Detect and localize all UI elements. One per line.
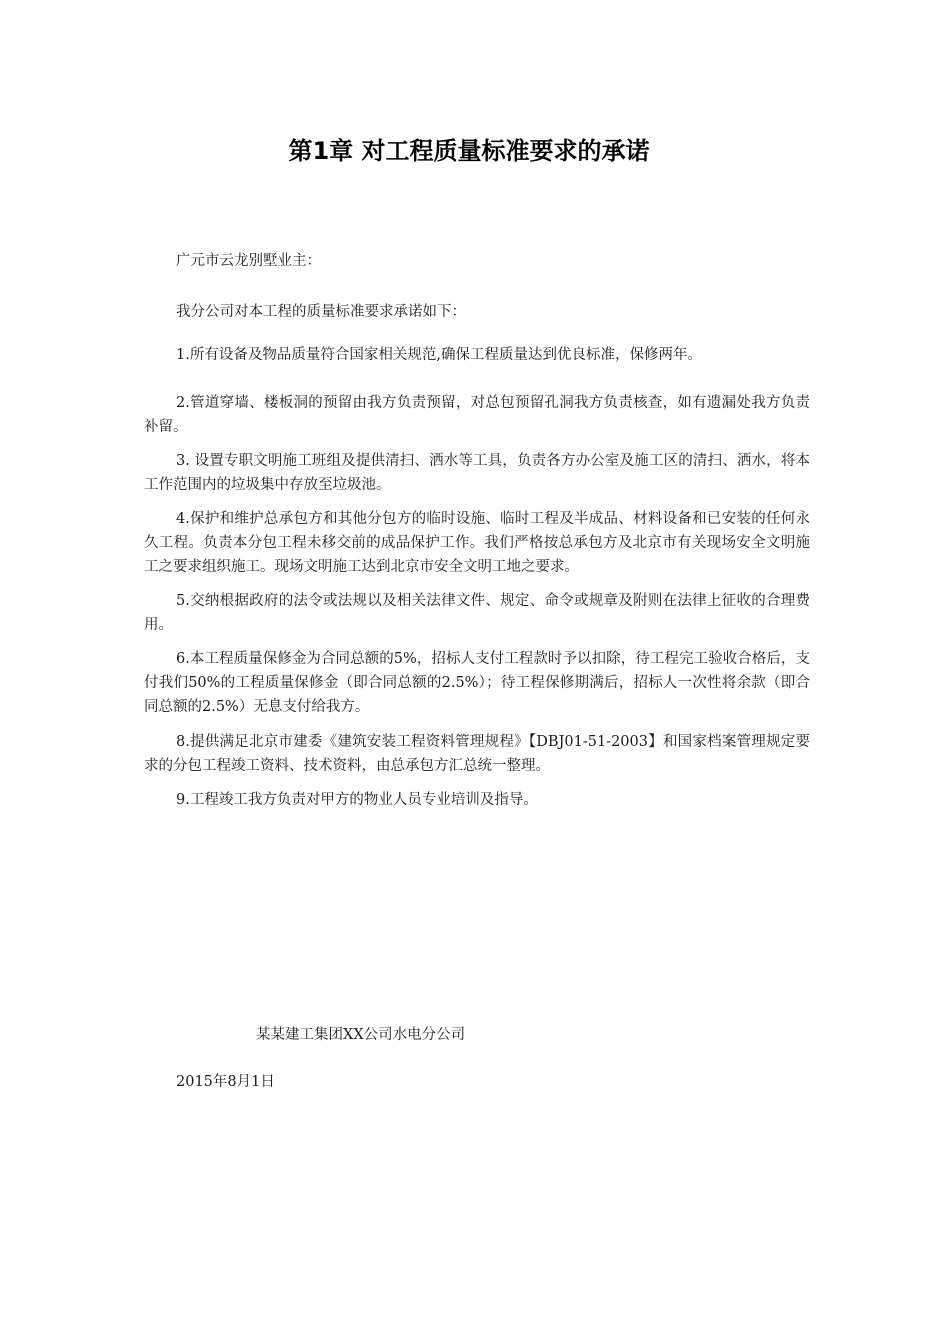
company-signature: 某某建工集团XX公司水电分公司 [256,1027,466,1043]
commitment-item-6: 6.本工程质量保修金为合同总额的5%，招标人支付工程款时予以扣除，待工程完工验收合格后，支付我们50%的工程质量保修金（即合同总额的2.5%）；待工程保修期满后，招标人一次性将余款（即合同总额的2.5%）无息支付给我方。 [144,651,810,715]
chapter-title: 第1章 对工程质量标准要求的承诺 [288,137,650,165]
commitment-item-4: 4.保护和维护总承包方和其他分包方的临时设施、临时工程及半成品、材料设备和已安装的任何永久工程。负责本分包工程未移交前的成品保护工作。我们严格按总承包方及北京市有关现场安全文明施工之要求组织施工。现场文明施工达到北京市安全文明工地之要求。 [144,511,810,575]
commitment-item-8: 8.提供满足北京市建委《建筑安装工程资料管理规程》【DBJ01-51-2003】和国家档案管理规定要求的分包工程竣工资料、技术资料，由总承包方汇总统一整理。 [144,734,810,774]
commitment-item-3: 3. 设置专职文明施工班组及提供清扫、洒水等工具，负责各方办公室及施工区的清扫、洒水，将本工作范围内的垃圾集中存放至垃圾池。 [144,453,810,493]
commitment-item-9: 9.工程竣工我方负责对甲方的物业人员专业培训及指导。 [176,792,538,808]
commitment-item-2: 2.管道穿墙、楼板洞的预留由我方负责预留，对总包预留孔洞我方负责核查，如有遗漏处我方负责补留。 [144,395,810,435]
intro-paragraph: 我分公司对本工程的质量标准要求承诺如下： [176,304,466,320]
salutation: 广元市云龙别墅业主： [176,253,321,269]
commitment-item-5: 5.交纳根据政府的法令或法规以及相关法律文件、规定、命令或规章及附则在法律上征收的合理费用。 [144,593,810,633]
commitment-item-1: 1.所有设备及物品质量符合国家相关规范,确保工程质量达到优良标准，保修两年。 [176,347,702,363]
signature-date: 2015年8月1日 [176,1074,275,1090]
